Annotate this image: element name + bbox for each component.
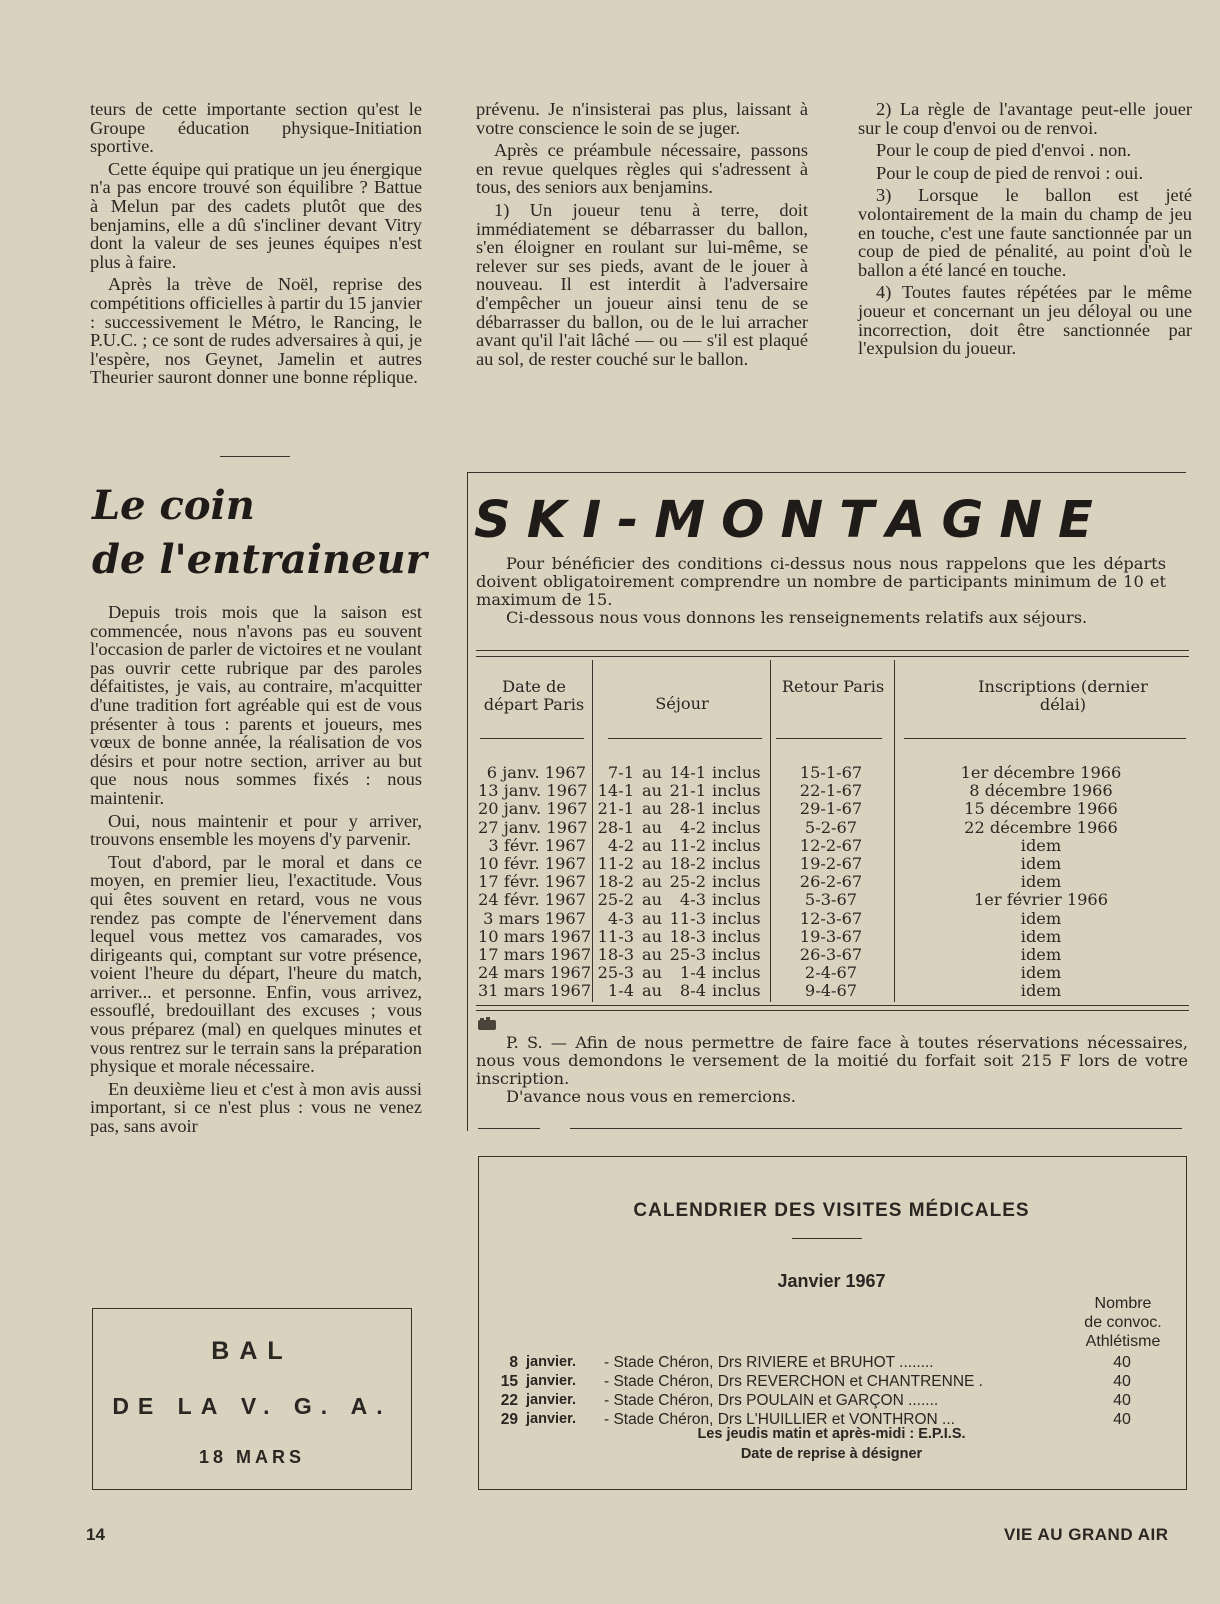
cell-retour: 19-2-67 xyxy=(799,854,863,873)
bal-announcement-box xyxy=(92,1308,412,1490)
medical-note-2: Date de reprise à désigner xyxy=(740,1446,923,1462)
col-header-3: Athlétisme xyxy=(1085,1333,1161,1350)
col-header-2: de convoc. xyxy=(1084,1314,1162,1331)
cell-incl: inclus xyxy=(712,890,761,910)
page-number: 14 xyxy=(86,1525,105,1544)
cell-to: 21-1 xyxy=(669,781,706,801)
cell-date: 24 févr. 1967 xyxy=(478,890,586,910)
cell-to: 1-4 xyxy=(679,963,706,983)
ski-postscript xyxy=(476,1034,1188,1106)
table-rule xyxy=(476,650,1189,651)
cell-insc: 8 décembre 1966 xyxy=(969,781,1113,801)
cell-date: 17 févr. 1967 xyxy=(478,872,586,892)
dashed-rule xyxy=(570,1128,1182,1129)
cell-date: 31 mars 1967 xyxy=(478,981,592,1001)
cell-au: au xyxy=(641,799,663,819)
cell-au: au xyxy=(641,926,663,946)
medical-desc: - Stade Chéron, Drs REVERCHON et CHANTRENNE . xyxy=(604,1373,983,1390)
cell-incl: inclus xyxy=(712,963,761,983)
cell-incl: inclus xyxy=(712,981,761,1001)
cell-incl: inclus xyxy=(712,872,761,892)
header-underline xyxy=(776,738,882,739)
cell-date: 24 mars 1967 xyxy=(478,963,592,983)
cell-retour: 5-2-67 xyxy=(804,817,858,837)
ski-intro-2: Ci-dessous nous vous donnons les renseignements relatifs aux séjours. xyxy=(506,608,1088,627)
cell-from: 21-1 xyxy=(597,799,634,819)
cell-insc: 1er février 1966 xyxy=(973,890,1109,910)
cell-retour: 12-3-67 xyxy=(799,908,863,928)
thanks-text: D'avance nous vous en remercions. xyxy=(506,1087,796,1106)
cell-incl: inclus xyxy=(712,817,761,837)
cell-to: 11-2 xyxy=(669,835,706,855)
medical-label: janvier. xyxy=(526,1354,576,1370)
cell-date: 27 janv. 1967 xyxy=(478,817,588,837)
cell-au: au xyxy=(641,854,663,873)
cell-from: 25-2 xyxy=(597,890,634,910)
cell-insc: 22 décembre 1966 xyxy=(964,817,1118,837)
divider xyxy=(792,1238,862,1239)
medical-count: 40 xyxy=(1113,1411,1131,1428)
medical-count: 40 xyxy=(1113,1373,1131,1390)
header-underline xyxy=(904,738,1186,739)
column-3-top xyxy=(858,100,1192,362)
cell-date: 17 mars 1967 xyxy=(478,945,592,964)
cell-to: 8-4 xyxy=(679,981,706,1001)
cell-from: 14-1 xyxy=(597,781,634,801)
cell-au: au xyxy=(641,872,663,892)
cell-date: 3 févr. 1967 xyxy=(488,835,586,855)
cell-date: 20 janv. 1967 xyxy=(478,799,588,819)
cell-retour: 15-1-67 xyxy=(799,763,863,782)
paragraph: 3) Lorsque le ballon est jeté volontairement de la main du champ de jeu en touche, c'est une faute sanctionnée par un coup de pied de pénalité, au point d'où le ballon a été lancé en touche. xyxy=(858,185,1192,280)
cell-date: 10 mars 1967 xyxy=(478,926,592,946)
cell-au: au xyxy=(641,908,663,928)
cell-retour: 22-1-67 xyxy=(799,781,863,801)
table-col-divider xyxy=(592,660,593,1002)
cell-insc: idem xyxy=(1020,854,1062,873)
cell-au: au xyxy=(641,890,663,910)
ps-text: P. S. — Afin de nous permettre de faire face à toutes réservations nécessaires, nous vous demondons le versement de la moitié du forfait soit 215 F lors de votre inscription. xyxy=(476,1033,1188,1088)
cell-from: 4-3 xyxy=(607,908,634,928)
cell-incl: inclus xyxy=(712,781,761,801)
column-1-top xyxy=(90,100,422,391)
ski-intro xyxy=(476,555,1166,627)
paragraph: Après la trève de Noël, reprise des compétitions officielles à partir du 15 janvier : successivement le Métro, le Rancing, le P.U.C. ; ce sont de rudes adversaires à qui, je l'espère, nos Geynet, Jamelin et autres Theurier sauront donner une bonne réplique. xyxy=(90,274,422,388)
paragraph: Oui, nous maintenir et pour y arriver, trouvons ensemble les moyens d'y parvenir. xyxy=(90,810,422,850)
cell-retour: 5-3-67 xyxy=(804,890,858,910)
cell-date: 6 janv. 1967 xyxy=(486,763,586,782)
header-date: Date de départ Paris xyxy=(483,677,585,714)
ski-title: SKI-MONTAGNE xyxy=(474,491,1109,550)
medical-day: 15 xyxy=(500,1373,518,1390)
bal-line-3: 18 MARS xyxy=(198,1447,306,1467)
cell-retour: 29-1-67 xyxy=(799,799,863,819)
medical-day: 22 xyxy=(500,1392,518,1409)
cell-to: 25-3 xyxy=(669,945,706,964)
cell-retour: 2-4-67 xyxy=(804,963,858,983)
coach-column xyxy=(90,603,422,1140)
table-rule xyxy=(476,656,1189,657)
cell-insc: idem xyxy=(1020,926,1062,946)
cell-insc: idem xyxy=(1020,981,1062,1001)
header-inscriptions: Inscriptions (dernier délai) xyxy=(978,677,1148,714)
table-rule xyxy=(476,1005,1189,1006)
paragraph: Cette équipe qui pratique un jeu énergique n'a pas encore trouvé son équilibre ? Battue à Melun par des cadets plutôt que des benjamins, elle a dû s'incliner devant Vitry dont la valeur de ses jeunes équipes n'est plus à faire. xyxy=(90,158,422,272)
medical-desc: - Stade Chéron, Drs L'HUILLIER et VONTHRON ... xyxy=(604,1411,955,1428)
cell-au: au xyxy=(641,763,663,782)
cell-from: 11-3 xyxy=(597,926,634,946)
cell-date: 13 janv. 1967 xyxy=(478,781,588,801)
medical-label: janvier. xyxy=(526,1411,576,1427)
paragraph: Pour le coup de pied de renvoi : oui. xyxy=(876,162,1144,183)
cell-au: au xyxy=(641,781,663,801)
cell-retour: 9-4-67 xyxy=(804,981,858,1001)
cell-insc: idem xyxy=(1020,963,1062,983)
medical-month: Janvier 1967 xyxy=(777,1271,886,1291)
cell-insc: idem xyxy=(1020,908,1062,928)
cell-au: au xyxy=(641,981,663,1001)
cell-insc: 15 décembre 1966 xyxy=(964,799,1118,819)
cell-retour: 12-2-67 xyxy=(799,835,863,855)
medical-day: 29 xyxy=(500,1411,518,1428)
paragraph: Depuis trois mois que la saison est commencée, nous n'avons pas eu souvent l'occasion de parler de victoires et ne voulant pas ouvrir cette rubrique par des paroles défaitistes, je vais, au contraire, m'acquitter d'une tradition fort agréable qui est de vous présenter à tous : parents et joueurs, mes vœux de bonne année, la réalisation de vos désirs et pour notre section, arriver au but que nous nous sommes fixés : nous maintenir. xyxy=(90,602,422,808)
cell-au: au xyxy=(641,945,663,964)
cell-retour: 26-3-67 xyxy=(799,945,863,964)
cell-incl: inclus xyxy=(712,926,761,946)
bal-line-2: DE LA V. G. A. xyxy=(112,1393,392,1419)
cell-to: 28-1 xyxy=(669,799,706,819)
paragraph: prévenu. Je n'insisterai pas plus, laissant à votre conscience le soin de se juger. xyxy=(476,99,808,138)
paragraph: En deuxième lieu et c'est à mon avis aussi important, si ce n'est plus : vous ne venez pas, sans avoir xyxy=(90,1078,422,1137)
cell-insc: idem xyxy=(1020,872,1062,892)
cell-to: 25-2 xyxy=(669,872,706,892)
paragraph: Pour le coup de pied d'envoi . non. xyxy=(876,140,1132,161)
cell-from: 11-2 xyxy=(597,854,634,873)
cell-from: 25-3 xyxy=(597,963,634,983)
cell-to: 4-2 xyxy=(679,817,706,837)
header-underline xyxy=(480,738,584,739)
cell-incl: inclus xyxy=(712,854,761,873)
cell-from: 1-4 xyxy=(607,981,634,1001)
bal-line-1: BAL xyxy=(211,1337,293,1365)
cell-retour: 19-3-67 xyxy=(799,926,863,946)
col-header-1: Nombre xyxy=(1094,1295,1152,1312)
paragraph: 1) Un joueur tenu à terre, doit immédiatement se débarrasser du ballon, s'en éloigner en roulant sur lui-même, se relever sur ses pieds, avant de le jouer à nouveau. Il est interdit à l'adversaire d'empêcher un joueur ainsi tenu de se débarrasser du ballon, ou de le lui arracher avant qu'il l'ait lâché — ou — s'il est plaqué au sol, de rester couché sur le ballon. xyxy=(476,199,808,369)
cell-to: 14-1 xyxy=(669,763,706,782)
cell-from: 18-3 xyxy=(597,945,634,964)
hand-pointer-icon xyxy=(476,1016,500,1034)
medical-label: janvier. xyxy=(526,1373,576,1389)
cell-from: 4-2 xyxy=(607,835,634,855)
cell-insc: idem xyxy=(1020,945,1062,964)
cell-insc: idem xyxy=(1020,835,1062,855)
cell-to: 11-3 xyxy=(669,908,706,928)
cell-incl: inclus xyxy=(712,835,761,855)
medical-count: 40 xyxy=(1113,1354,1131,1371)
cell-insc: 1er décembre 1966 xyxy=(960,763,1122,782)
cell-from: 28-1 xyxy=(597,817,634,837)
cell-incl: inclus xyxy=(712,799,761,819)
magazine-name: VIE AU GRAND AIR xyxy=(1004,1525,1169,1544)
dashed-rule xyxy=(478,1128,540,1129)
cell-au: au xyxy=(641,963,663,983)
cell-incl: inclus xyxy=(712,945,761,964)
cell-date: 3 mars 1967 xyxy=(483,908,586,928)
paragraph: Tout d'abord, par le moral et dans ce moyen, en premier lieu, l'exactitude. Vous qui êtes souvent en retard, vous ne vous rendez pas compte de l'énervement dans lequel vous mettez vos camarades, vos dirigeants qui, comptant sur votre présence, voient l'heure du départ, l'heure du match, arriver... et personne. Enfin, vous arrivez, essouflé, bredouillant des excuses ; vous vous préparez (mal) en quelques minutes et vous rentrez sur le terrain sans la préparation physique et morale nécessaire. xyxy=(90,851,422,1077)
paragraph: teurs de cette importante section qu'est le Groupe éducation physique-Initiation sportive. xyxy=(90,99,422,157)
coach-title-line1: Le coin xyxy=(92,482,255,529)
header-sejour: Séjour xyxy=(655,694,709,713)
header-retour: Retour Paris xyxy=(781,677,885,696)
cell-to: 18-3 xyxy=(669,926,706,946)
cell-incl: inclus xyxy=(712,908,761,928)
medical-title: CALENDRIER DES VISITES MÉDICALES xyxy=(633,1200,1030,1221)
paragraph: 2) La règle de l'avantage peut-elle jouer sur le coup d'envoi ou de renvoi. xyxy=(858,99,1192,138)
medical-note-1: Les jeudis matin et après-midi : E.P.I.S. xyxy=(697,1426,966,1442)
paragraph: 4) Toutes fautes répétées par le même joueur et concernant un jeu déloyal ou une incorrection, doit être sanctionnée par l'expulsion du joueur. xyxy=(858,282,1192,359)
column-2-top xyxy=(476,100,808,372)
header-underline xyxy=(608,738,762,739)
cell-from: 7-1 xyxy=(607,763,634,782)
table-rule xyxy=(476,1010,1189,1011)
cell-date: 10 févr. 1967 xyxy=(478,854,586,873)
medical-count: 40 xyxy=(1113,1392,1131,1409)
divider xyxy=(220,456,290,457)
cell-to: 4-3 xyxy=(679,890,706,910)
cell-from: 18-2 xyxy=(597,872,634,892)
paragraph: Après ce préambule nécessaire, passons en revue quelques règles qui s'adressent à tous, des seniors aux benjamins. xyxy=(476,140,808,198)
cell-au: au xyxy=(641,835,663,855)
table-col-divider xyxy=(770,660,771,1002)
cell-to: 18-2 xyxy=(669,854,706,873)
cell-au: au xyxy=(641,817,663,837)
medical-label: janvier. xyxy=(526,1392,576,1408)
medical-day: 8 xyxy=(509,1354,518,1371)
cell-incl: inclus xyxy=(712,763,761,782)
table-col-divider xyxy=(894,660,895,1002)
medical-desc: - Stade Chéron, Drs RIVIERE et BRUHOT ........ xyxy=(604,1354,934,1371)
medical-desc: - Stade Chéron, Drs POULAIN et GARÇON ....... xyxy=(604,1392,939,1409)
coach-title-line2: de l'entraineur xyxy=(92,536,427,583)
ski-intro-1: Pour bénéficier des conditions ci-dessus nous nous rappelons que les départs doivent obligatoirement comprendre un nombre de participants minimum de 10 et maximum de 15. xyxy=(476,554,1166,609)
cell-retour: 26-2-67 xyxy=(799,872,863,892)
